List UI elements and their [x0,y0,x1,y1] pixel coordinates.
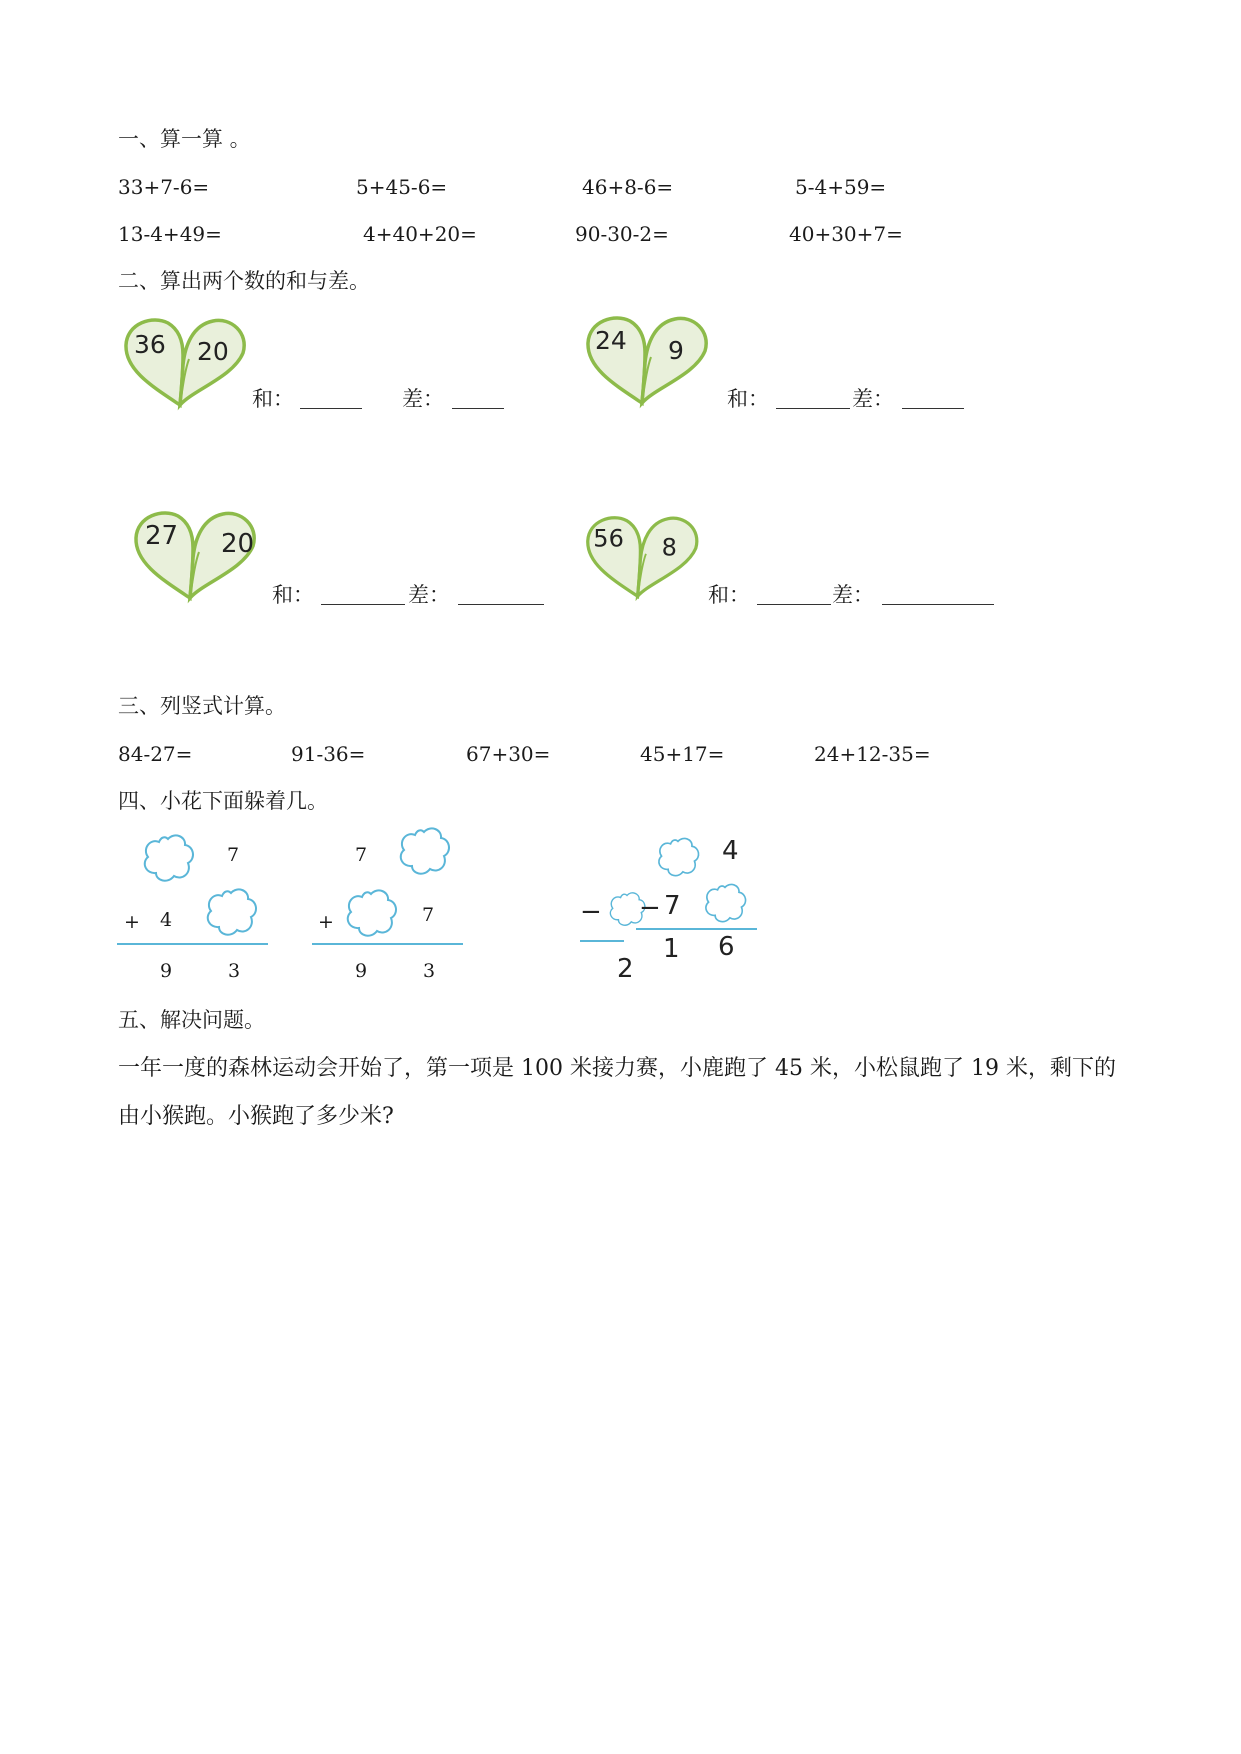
section-1-title: 一、算一算 。 [118,127,251,151]
equation: 67+30= [466,742,551,766]
heart-number-b: 20 [221,529,255,559]
flower-icon [396,826,452,880]
clipped-puzzle-fragment [580,880,634,985]
equation: 90-30-2= [575,222,669,246]
flower-icon [655,836,701,882]
equation: 5-4+59= [795,175,887,199]
flower-icon [203,887,259,941]
heart-number-b: 9 [668,336,684,365]
sum-rule [636,928,757,930]
digit: 4 [722,836,739,866]
diff-label: 差： [832,583,874,607]
heart-number-b: 20 [197,337,229,366]
flower-icon [702,882,748,928]
digit: 9 [160,960,173,982]
heart-leaf-icon [123,315,253,414]
diff-label: 差： [852,387,894,411]
equation: 13-4+49= [118,222,222,246]
digit: 1 [663,934,680,964]
digit: 3 [423,960,436,982]
sum-rule [117,943,268,945]
digit: 4 [160,909,173,931]
digit: 2 [617,954,634,984]
heart-number-a: 24 [595,326,627,355]
diff-label: 差： [408,583,450,607]
flower-icon [343,888,399,942]
section-4-title: 四、小花下面躲着几。 [118,789,328,813]
plus-sign: + [124,911,140,933]
equation: 84-27= [118,742,193,766]
heart-number-a: 27 [145,521,179,551]
heart-leaf-icon [133,508,263,607]
sum-rule [312,943,463,945]
section-5-title: 五、解决问题。 [118,1008,265,1032]
equation: 4+40+20= [363,222,477,246]
heart-leaf-icon [585,512,705,606]
equation: 91-36= [291,742,366,766]
sum-blank[interactable] [321,604,405,605]
sum-blank[interactable] [300,408,362,409]
heart-number-b: 8 [661,533,677,562]
sum-label: 和： [252,387,294,411]
sum-label: 和： [708,583,750,607]
sum-label: 和： [272,583,314,607]
equation: 33+7-6= [118,175,210,199]
diff-blank[interactable] [902,408,964,409]
equation: 45+17= [640,742,725,766]
sum-label: 和： [727,387,769,411]
diff-blank[interactable] [458,604,544,605]
section-3-title: 三、列竖式计算。 [118,694,286,718]
digit: 7 [664,891,681,921]
digit: 3 [228,960,241,982]
heart-leaf-icon [585,313,715,412]
digit: 7 [422,904,435,926]
sum-blank[interactable] [757,604,831,605]
equation: 5+45-6= [356,175,448,199]
heart-number-a: 36 [134,330,166,359]
sum-rule [580,940,624,942]
minus-sign: − [639,893,661,923]
section-2-title: 二、算出两个数的和与差。 [118,269,370,293]
equation: 24+12-35= [814,742,931,766]
diff-blank[interactable] [882,604,994,605]
digit: 6 [718,932,735,962]
word-problem: 一年一度的森林运动会开始了，第一项是 100 米接力赛，小鹿跑了 45 米，小松鼠跑了 19 米，剩下的由小猴跑。小猴跑了多少米? [118,1056,1116,1129]
plus-sign: + [318,911,334,933]
digit: 7 [227,844,240,866]
sum-blank[interactable] [776,408,850,409]
equation: 40+30+7= [789,222,903,246]
diff-label: 差： [402,387,444,411]
diff-blank[interactable] [452,408,504,409]
digit: 7 [355,844,368,866]
digit: 9 [355,960,368,982]
heart-number-a: 56 [593,524,624,553]
minus-sign: − [580,897,602,927]
flower-icon [140,833,196,887]
equation: 46+8-6= [582,175,674,199]
